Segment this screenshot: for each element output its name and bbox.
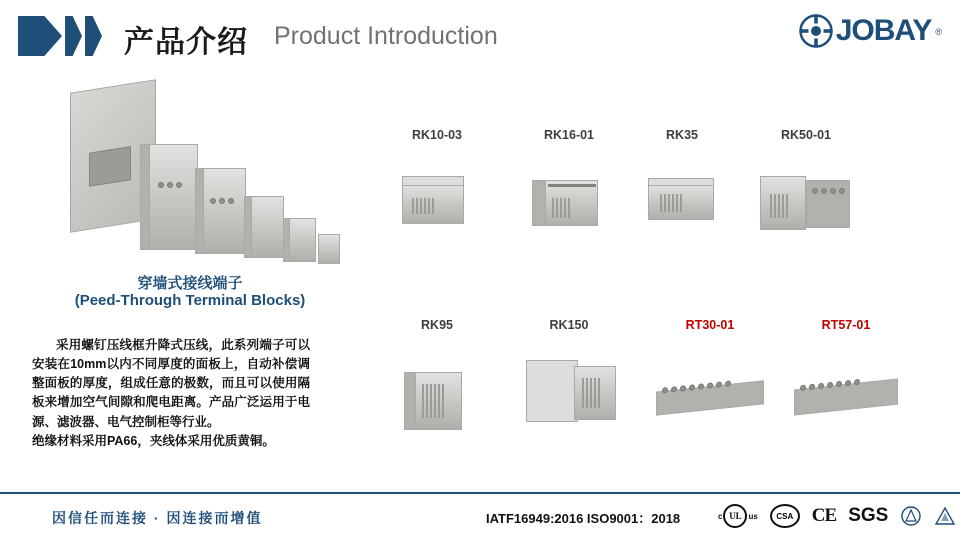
csa-certification-icon: CSA <box>770 504 800 528</box>
chevron-decoration <box>18 16 118 56</box>
logo-registered-mark: ® <box>935 27 942 37</box>
product-art <box>782 344 910 422</box>
product-label: RK50-01 <box>780 128 832 142</box>
product-label: RK35 <box>666 128 698 142</box>
compliance-badge-icon <box>900 506 922 526</box>
product-item-rk16-01 <box>510 128 628 238</box>
ul-circle-label: UL <box>723 504 747 528</box>
safety-badge-icon <box>934 506 956 526</box>
section-heading-cn: 穿墙式接线端子 <box>137 275 243 292</box>
footer-certifications-text: IATF16949:2016 ISO9001：2018 <box>486 511 681 526</box>
terminal-block-side-4 <box>283 218 290 262</box>
product-label: RT30-01 <box>685 318 735 332</box>
page-title-cn: 产品介绍 <box>124 26 248 59</box>
product-art <box>378 154 496 232</box>
description-last-line: 绝缘材料采用PA66，夹线体采用优质黄铜。 <box>32 433 275 448</box>
company-logo <box>799 14 942 48</box>
terminal-block-art-1 <box>148 144 198 250</box>
certification-logos <box>718 502 956 530</box>
product-item-rk50-01 <box>742 128 870 238</box>
product-art <box>508 344 630 422</box>
product-label: RK16-01 <box>543 128 595 142</box>
terminal-block-side-2 <box>195 168 204 254</box>
screw-row-1 <box>158 182 182 188</box>
description-main: 采用螺钉压线框升降式压线，此系列端子可以安装在10mm以内不同厚度的面板上，自动补偿调整面板的厚度，组成任意的极数，而且可以使用隔板来增加空气间隙和爬电距离。产品广泛运用于电源、滤波器、电气控制柜等行业。 <box>32 338 310 429</box>
chevron-right-icon <box>85 16 102 56</box>
slide-header <box>0 0 960 72</box>
terminal-block-art-5 <box>318 234 340 264</box>
terminal-block-art-3 <box>250 196 284 258</box>
terminal-block-art-2 <box>202 168 246 254</box>
terminal-block-side-3 <box>244 196 252 258</box>
terminal-block-art-4 <box>288 218 316 262</box>
section-heading-en: (Peed-Through Terminal Blocks) <box>74 292 306 309</box>
product-art <box>742 154 870 232</box>
ce-certification-icon: CE <box>811 505 837 526</box>
product-art <box>378 344 496 422</box>
logo-mark-icon <box>799 14 833 48</box>
product-item-rk150 <box>508 318 630 428</box>
ul-certification-icon <box>718 504 758 528</box>
chevron-right-icon <box>65 16 82 56</box>
footer-divider <box>0 492 960 494</box>
product-item-rk35 <box>632 128 732 238</box>
logo-wordmark: JOBAY <box>835 14 932 47</box>
panel-cutout-art <box>89 146 131 187</box>
footer-slogan: 因信任而连接 · 因连接而增值 <box>52 510 263 526</box>
product-item-rk95 <box>378 318 496 428</box>
product-item-rk10-03 <box>378 128 496 238</box>
product-art <box>646 344 774 422</box>
product-art <box>510 154 628 232</box>
screw-row-2 <box>210 198 234 204</box>
product-item-rt30-01 <box>646 318 774 428</box>
hero-product-photo <box>40 86 340 261</box>
product-label: RK150 <box>549 318 589 332</box>
product-item-rt57-01 <box>782 318 910 428</box>
description-paragraph <box>32 336 310 451</box>
ul-suffix: us <box>748 511 758 521</box>
page-title-en: Product Introduction <box>274 22 498 50</box>
ul-prefix: c <box>718 511 723 521</box>
sgs-certification-icon: SGS <box>848 505 889 526</box>
chevron-block-icon <box>18 16 62 56</box>
terminal-block-side-1 <box>140 144 150 250</box>
product-label: RT57-01 <box>821 318 871 332</box>
product-label: RK10-03 <box>411 128 463 142</box>
product-label: RK95 <box>421 318 453 332</box>
product-art <box>632 154 732 232</box>
